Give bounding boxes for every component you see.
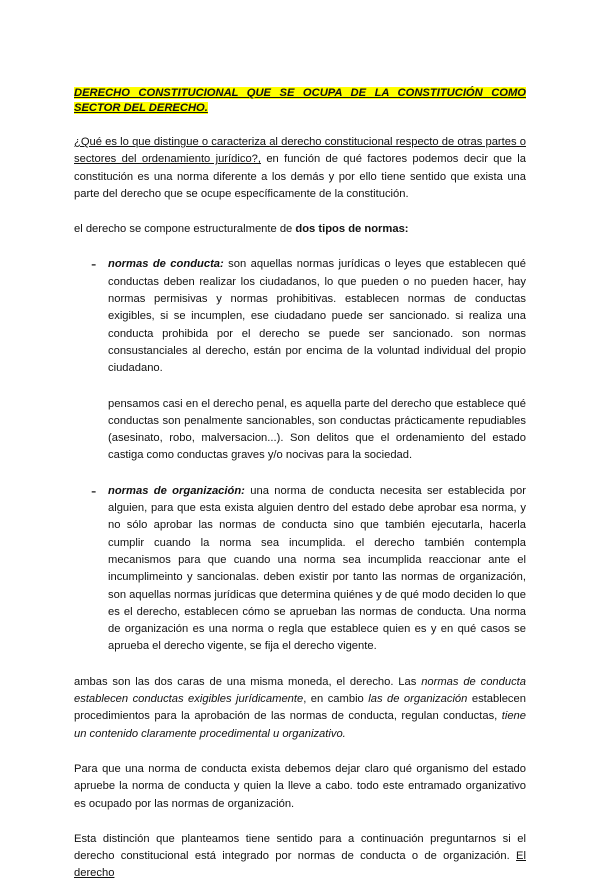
item1-text: son aquellas normas jurídicas o leyes que establecen qué conductas deben realizar los ciudadanos, lo que pueden o no pueden hacer, hay normas permisivas y normas prohibitivas. establecen normas de conductas exigibles, si se incumplen, ese ciudadano puede ser sancionado. si realiza una conducta prohibida por el derecho se puede ser sancionado. son normas consustanciales al derecho, están por encima de la voluntad individual del propio ciudadano. bbox=[108, 258, 526, 375]
document-title bbox=[74, 86, 526, 116]
summary-italic-3: tiene un contenido claramente procedimental u organizativo. bbox=[74, 710, 526, 740]
bullet-dash: - bbox=[91, 256, 97, 274]
highlighted-title-text: DERECHO CONSTITUCIONAL QUE SE OCUPA DE LA CONSTITUCIÓN COMO SECTOR DEL DERECHO. bbox=[74, 87, 526, 114]
item2-text: una norma de conducta necesita ser establecida por alguien, para que esta exista alguien dentro del estado debe aprobar esa norma, y no sólo aprobar las normas de conducta sino que también ejecutarla, hacerla cumplir cuando la norma sea incumplida. el derecho también contempla mecanismos para que cuando una norma sea incumplida reaccionar ante el incumplimeinto y sancionalas. deben existir por tanto las normas de organización, son aquellas normas jurídicas que determina quiénes y de qué modo deciden lo que es el derecho, establecen cómo se aprueban las normas de conducta. Una norma de organización es una norma o regla que establece quien es y en qué casos se aprueba el derecho vigente, se fija el derecho vigente. bbox=[108, 484, 526, 653]
distinction-text: Esta distinción que planteamos tiene sentido para a continuación preguntarnos si el derecho constitucional está integrado por normas de conducta o de organización. bbox=[74, 832, 526, 863]
item2-paragraph bbox=[108, 483, 526, 656]
summary-italic-1: normas de conducta establecen conductas exigibles jurídicamente bbox=[74, 675, 527, 706]
distinction-paragraph bbox=[74, 831, 526, 883]
types-intro-bold: dos tipos de normas: bbox=[295, 223, 409, 236]
distinction-tail: El derecho bbox=[74, 850, 526, 880]
summary-text-3: establecen procedimientos para la aprobación de las normas de conducta, regulan conductas, bbox=[74, 693, 526, 723]
item1-term: normas de conducta: bbox=[108, 258, 224, 271]
summary-paragraph bbox=[74, 674, 526, 743]
list-item-normas-organizacion bbox=[74, 483, 526, 656]
types-intro-lead: el derecho se compone estructuralmente de bbox=[74, 223, 296, 236]
item2-term: normas de organización: bbox=[108, 484, 245, 497]
item1-example: pensamos casi en el derecho penal, es aquella parte del derecho que establece qué conductas son penalmente sancionables, son conductas prácticamente repudiables (asesinato, robo, malversacion...). Son delitos que el ordenamiento del estado castiga como conductas graves y/o nocivas para la sociedad. bbox=[108, 397, 526, 462]
intro-paragraph bbox=[74, 134, 526, 203]
intro-rest: en función de qué factores podemos decir que la constitución es una norma diferente a los demás y por ello tiene sentido que exista una parte del derecho que se ocupe específicamente de la constitución. bbox=[74, 153, 526, 200]
list-item-normas-conducta bbox=[74, 256, 526, 464]
summary-italic-2: las de organización bbox=[368, 693, 468, 706]
summary-text-1: ambas son las dos caras de una misma moneda, el derecho. Las bbox=[74, 675, 422, 688]
item1-paragraph bbox=[108, 256, 526, 377]
summary-text-2: , en cambio bbox=[303, 693, 369, 706]
intro-question: ¿Qué es lo que distingue o caracteriza al derecho constitucional respecto de otras partes o sectores del ordenamiento jurídico?, bbox=[74, 136, 526, 166]
norma-paragraph: Para que una norma de conducta exista debemos dejar claro qué organismo del estado apruebe la norma de conducta y quien la lleve a cabo. todo este entramado organizativo es ocupado por las normas de organización. bbox=[74, 762, 526, 810]
bullet-dash: - bbox=[91, 482, 97, 500]
types-intro-paragraph bbox=[74, 221, 526, 238]
